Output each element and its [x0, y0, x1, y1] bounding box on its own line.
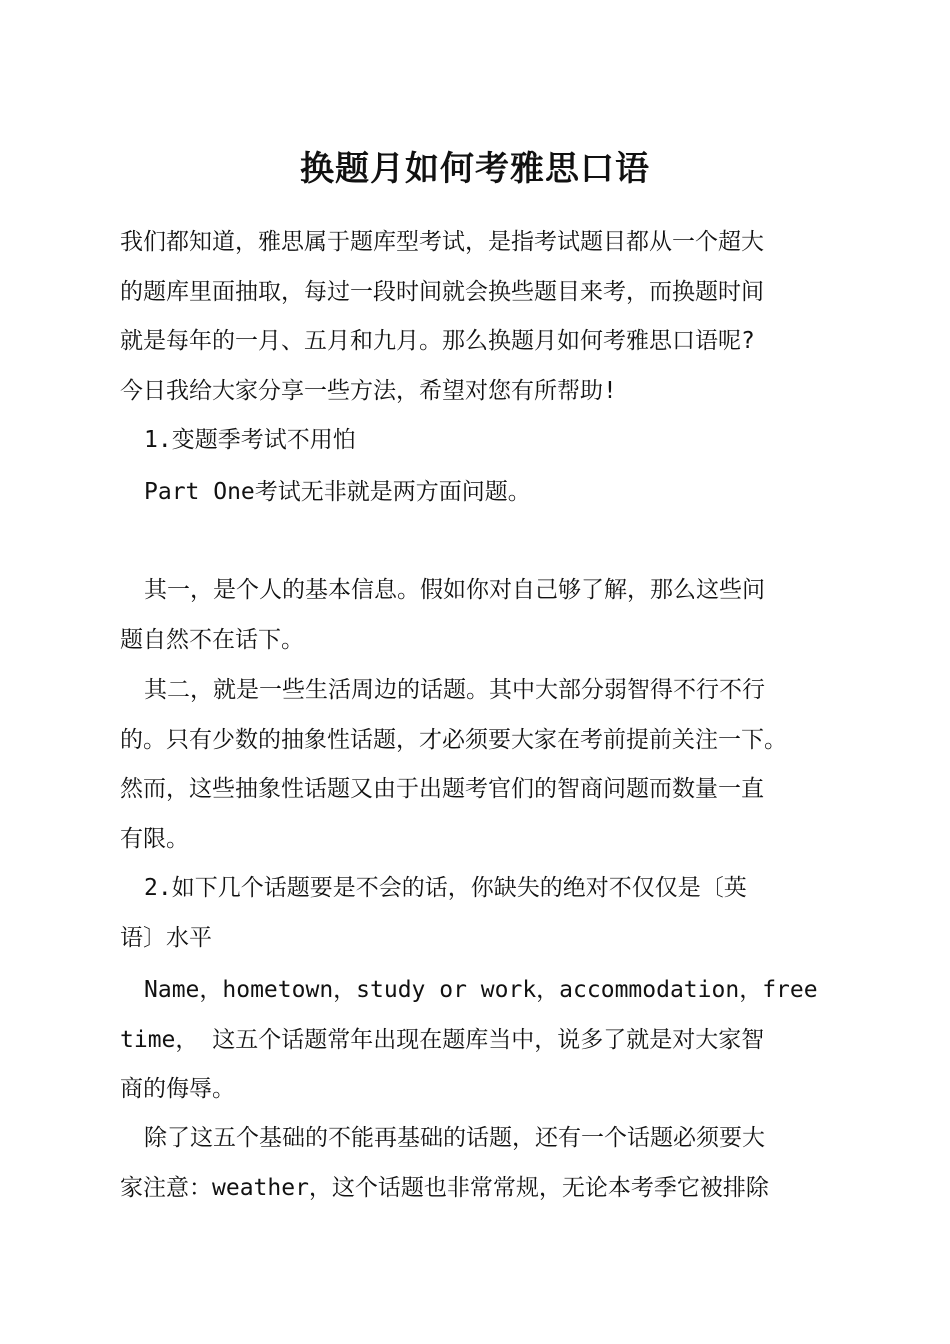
- paragraph-intro: [120, 218, 840, 416]
- paragraph-part-one: [120, 468, 840, 518]
- paragraph-five-topics: [120, 966, 840, 1115]
- paragraph-point-2: [120, 666, 840, 864]
- text-line: 题自然不在话下。: [120, 626, 304, 653]
- paragraph-point-1: [120, 566, 840, 665]
- text-line: 今日我给大家分享一些方法，希望对您有所帮助!: [120, 377, 617, 404]
- document-title: 换题月如何考雅思口语: [300, 149, 650, 189]
- text-line: 就是每年的一月、五月和九月。那么换题月如何考雅思口语呢?: [120, 328, 755, 354]
- text-line: 其二，就是一些生活周边的话题。其中大部分弱智得不行不行: [144, 677, 765, 703]
- text-line: time， 这五个话题常年出现在题库当中，说多了就是对大家智: [120, 1026, 765, 1053]
- text-line: 其一，是个人的基本信息。假如你对自己够了解，那么这些问: [144, 577, 765, 603]
- heading-line: 2.如下几个话题要是不会的话，你缺失的绝对不仅仅是〔英: [144, 875, 747, 901]
- text-line: 家注意：weather，这个话题也非常常规，无论本考季它被排除: [120, 1174, 769, 1201]
- paragraph-weather: [120, 1114, 840, 1213]
- text-line: 我们都知道，雅思属于题库型考试，是指考试题目都从一个超大: [120, 229, 764, 255]
- text-line: 除了这五个基础的不能再基础的话题，还有一个话题必须要大: [144, 1125, 765, 1151]
- text-line: 的题库里面抽取，每过一段时间就会换些题目来考，而换题时间: [120, 278, 764, 305]
- text-line: 有限。: [120, 825, 189, 852]
- section-heading-1: [120, 416, 840, 466]
- text-line: 商的侮辱。: [120, 1076, 235, 1102]
- text-line: 的。只有少数的抽象性话题，才必须要大家在考前提前关注一下。: [120, 726, 787, 753]
- text-line: Part One考试无非就是两方面问题。: [144, 479, 531, 505]
- section-heading-2: [120, 864, 840, 963]
- heading-line: 语〕水平: [120, 924, 212, 951]
- text-line: Name，hometown，study or work，accommodation，free: [144, 977, 818, 1003]
- text-line: 然而，这些抽象性话题又由于出题考官们的智商问题而数量一直: [120, 776, 764, 802]
- heading-line: 1.变题季考试不用怕: [144, 427, 356, 453]
